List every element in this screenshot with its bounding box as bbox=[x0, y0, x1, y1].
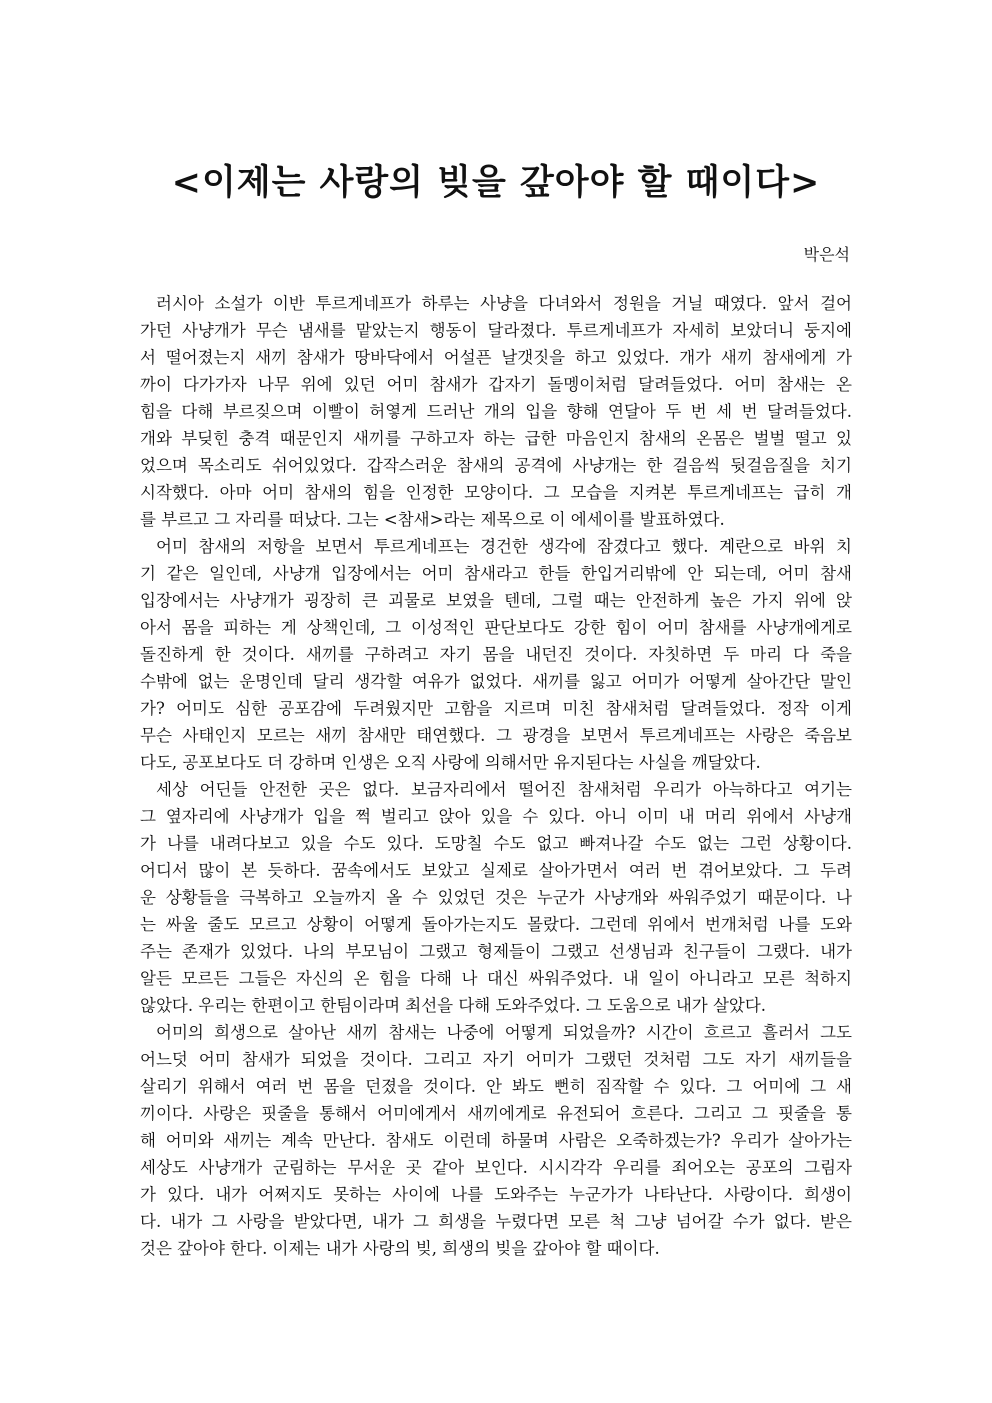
text-line: 돌진하게 한 것이다. 새끼를 구하려고 자기 몸을 내던진 것이다. 자칫하면 두 마리 다 죽을 bbox=[140, 645, 852, 664]
paragraph bbox=[140, 290, 852, 533]
text-line: 그 옆자리에 사냥개가 입을 쩍 벌리고 앉아 있을 수 있다. 아니 이미 내 머리 위에서 사냥개 bbox=[140, 807, 852, 826]
text-line: 다도, 공포보다도 더 강하며 인생은 오직 사랑에 의해서만 유지된다는 사실을 깨달았다. bbox=[140, 753, 761, 772]
text-line: 무슨 사태인지 모르는 새끼 참새만 태연했다. 그 광경을 보면서 투르게네프는 사랑은 죽음보 bbox=[140, 726, 852, 745]
paragraph bbox=[140, 533, 852, 776]
paragraph bbox=[140, 776, 852, 1019]
text-line: 었으며 목소리도 쉬어있었다. 갑작스러운 참새의 공격에 사냥개는 한 걸음씩 뒷걸음질을 치기 bbox=[140, 456, 852, 475]
text-line: 입장에서는 사냥개가 굉장히 큰 괴물로 보였을 텐데, 그럴 때는 안전하게 높은 가지 위에 앉 bbox=[140, 591, 852, 610]
essay-body bbox=[140, 290, 852, 1262]
text-line: 어미 참새의 저항을 보면서 투르게네프는 경건한 생각에 잠겼다고 했다. 계란으로 바위 치 bbox=[156, 537, 852, 556]
text-line: 주는 존재가 있었다. 나의 부모님이 그랬고 형제들이 그랬고 선생님과 친구들이 그랬다. 내가 bbox=[140, 942, 852, 961]
text-line: 어느덧 어미 참새가 되었을 것이다. 그리고 자기 어미가 그랬던 것처럼 그도 자기 새끼들을 bbox=[140, 1050, 852, 1069]
text-line: 알든 모르든 그들은 자신의 온 힘을 다해 나 대신 싸워주었다. 내 일이 아니라고 모른 척하지 bbox=[140, 969, 852, 988]
text-line: 아서 몸을 피하는 게 상책인데, 그 이성적인 판단보다도 강한 힘이 어미 참새를 사냥개에게로 bbox=[140, 618, 852, 637]
text-line: 가? 어미도 심한 공포감에 두려웠지만 고함을 지르며 미친 참새처럼 달려들었다. 정작 이게 bbox=[140, 699, 852, 718]
text-line: 다. 내가 그 사랑을 받았다면, 내가 그 희생을 누렸다면 모른 척 그냥 넘어갈 수가 없다. 받은 bbox=[140, 1212, 852, 1231]
text-line: 어디서 많이 본 듯하다. 꿈속에서도 보았고 실제로 살아가면서 여러 번 겪어보았다. 그 두려 bbox=[140, 861, 852, 880]
text-line: 는 싸울 줄도 모르고 상황이 어떻게 돌아가는지도 몰랐다. 그런데 위에서 번개처럼 나를 도와 bbox=[140, 915, 852, 934]
author-name: 박은석 bbox=[803, 245, 850, 264]
text-line: 끼이다. 사랑은 핏줄을 통해서 어미에게서 새끼에게로 유전되어 흐른다. 그리고 그 핏줄을 통 bbox=[140, 1104, 852, 1123]
text-line: 가 있다. 내가 어쩌지도 못하는 사이에 나를 도와주는 누군가가 나타난다. 사랑이다. 희생이 bbox=[140, 1185, 852, 1204]
text-line: 어미의 희생으로 살아난 새끼 참새는 나중에 어떻게 되었을까? 시간이 흐르고 흘러서 그도 bbox=[156, 1023, 852, 1042]
text-line: 개와 부딪힌 충격 때문인지 새끼를 구하고자 하는 급한 마음인지 참새의 온몸은 벌벌 떨고 있 bbox=[140, 429, 852, 448]
text-line: 가 나를 내려다보고 있을 수도 있다. 도망칠 수도 없고 빠져나갈 수도 없는 그런 상황이다. bbox=[140, 834, 852, 853]
text-line: 가던 사냥개가 무슨 냄새를 맡았는지 행동이 달라졌다. 투르게네프가 자세히 보았더니 둥지에 bbox=[140, 321, 852, 340]
text-line: 운 상황들을 극복하고 오늘까지 올 수 있었던 것은 누군가 사냥개와 싸워주었기 때문이다. 나 bbox=[140, 888, 852, 907]
text-line: 해 어미와 새끼는 계속 만난다. 참새도 이런데 하물며 사람은 오죽하겠는가? 우리가 살아가는 bbox=[140, 1131, 852, 1150]
text-line: 시작했다. 아마 어미 참새의 힘을 인정한 모양이다. 그 모습을 지켜본 투르게네프는 급히 개 bbox=[140, 483, 852, 502]
text-line: 않았다. 우리는 한편이고 한팀이라며 최선을 다해 도와주었다. 그 도움으로 내가 살았다. bbox=[140, 996, 767, 1015]
text-line: 힘을 다해 부르짖으며 이빨이 허옇게 드러난 개의 입을 향해 연달아 두 번 세 번 달려들었다. bbox=[140, 402, 852, 421]
text-line: 것은 갚아야 한다. 이제는 내가 사랑의 빚, 희생의 빚을 갚아야 할 때이다. bbox=[140, 1239, 660, 1258]
text-line: 세상 어딘들 안전한 곳은 없다. 보금자리에서 떨어진 참새처럼 우리가 아늑하다고 여기는 bbox=[156, 780, 852, 799]
text-line: 살리기 위해서 여러 번 몸을 던졌을 것이다. 안 봐도 뻔히 짐작할 수 있다. 그 어미에 그 새 bbox=[140, 1077, 852, 1096]
text-line: 까이 다가가자 나무 위에 있던 어미 참새가 갑자기 돌멩이처럼 달려들었다. 어미 참새는 온 bbox=[140, 375, 852, 394]
paragraph bbox=[140, 1019, 852, 1262]
text-line: 서 떨어졌는지 새끼 참새가 땅바닥에서 어설픈 날갯짓을 하고 있었다. 개가 새끼 참새에게 가 bbox=[140, 348, 852, 367]
text-line: 를 부르고 그 자리를 떠났다. 그는 <참새>라는 제목으로 이 에세이를 발표하였다. bbox=[140, 510, 725, 529]
text-line: 기 같은 일인데, 사냥개 입장에서는 어미 참새라고 한들 한입거리밖에 안 되는데, 어미 참새 bbox=[140, 564, 852, 583]
text-line: 수밖에 없는 운명인데 달리 생각할 여유가 없었다. 새끼를 잃고 어미가 어떻게 살아간단 말인 bbox=[140, 672, 852, 691]
text-line: 세상도 사냥개가 군림하는 무서운 곳 같아 보인다. 시시각각 우리를 죄어오는 공포의 그림자 bbox=[140, 1158, 852, 1177]
text-line: 러시아 소설가 이반 투르게네프가 하루는 사냥을 다녀와서 정원을 거닐 때였다. 앞서 걸어 bbox=[156, 294, 852, 313]
document-title: <이제는 사랑의 빚을 갚아야 할 때이다> bbox=[171, 162, 821, 203]
